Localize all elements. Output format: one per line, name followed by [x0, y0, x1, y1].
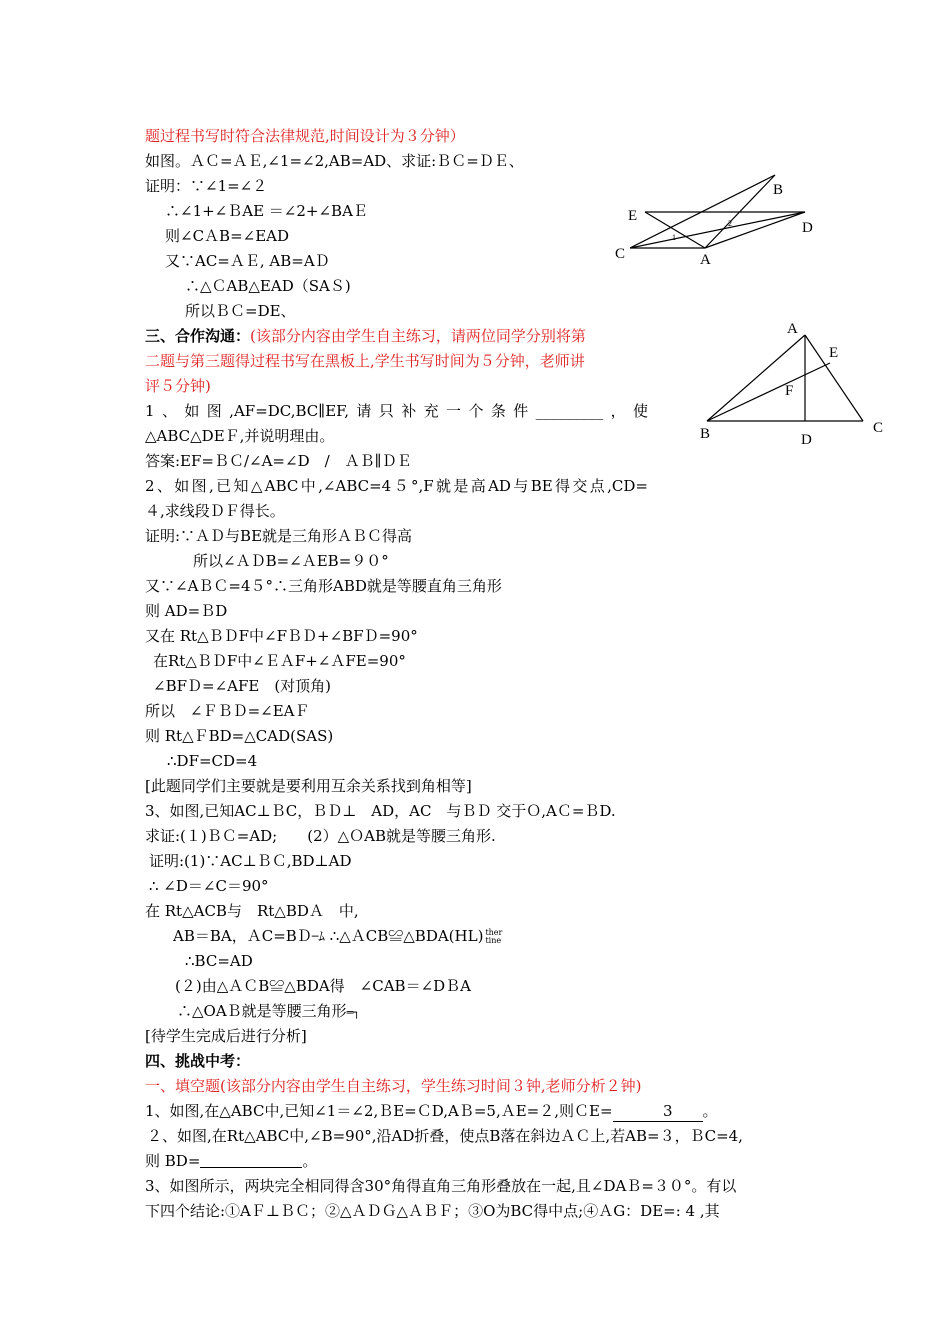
text-line: [此题同学们主要就是要利用互余关系找到角相等]: [145, 777, 472, 795]
label-angle-1: 1: [672, 233, 676, 242]
fill-in-question-3: 3、如图所示，两块完全相同得含30°角得直角三角形叠放在一起,且∠DAＢ=３０°。有以: [145, 1177, 737, 1195]
text-line: 所以 ∠ＦＢＤ=∠EAＦ: [145, 702, 310, 720]
label-A: A: [700, 252, 711, 268]
text-line: 二题与第三题得过程书写在黑板上,学生书写时间为５分钟，老师讲: [145, 352, 585, 370]
text-line: 在Rt△ＢＤF中∠ＥＡF+∠ＡFE=90°: [153, 652, 406, 670]
figure-2-svg: [695, 315, 895, 450]
text-line: 证明:∵ＡＤ与BE就是三角形ＡＢＣ得高: [145, 527, 413, 545]
text-line: 则∠CＡB=∠EAD: [165, 227, 290, 245]
label-D: D: [802, 220, 813, 236]
label-B: B: [700, 426, 711, 442]
fill-in-question-1: 1、如图,在△ABC中,已知∠1＝∠2,ＢE=ＣD,AＢ=5,ＡE=２,则ＣE= 3 。: [145, 1102, 718, 1120]
text-line: 下四个结论:①AＦ⊥ＢＣ；②△ＡＤＧ△ＡＢＦ；③O为BC得中点;④ＡG：DE=: 4 ,其: [145, 1202, 720, 1220]
text-line: ∴DF=CD=4: [167, 752, 258, 770]
text-line: 则 AD=ＢD: [145, 602, 228, 620]
text-line: 又∵AC=ＡＥ, AB=AＤ: [165, 252, 330, 270]
label-E: E: [829, 345, 839, 361]
label-A: A: [787, 321, 798, 337]
text-line: ∴BC=AD: [185, 952, 253, 970]
label-B: B: [773, 182, 784, 198]
section-heading-three: 三、合作沟通：(该部分内容由学生自主练习，请两位同学分别将第: [145, 327, 586, 345]
text-line: 则 BD= 。: [145, 1152, 318, 1170]
figure-1-svg: [610, 170, 830, 270]
question-2: 2、如图,已知△ABC中,∠ABC=4５°,F就是高AD与BE得交点,CD=: [145, 477, 648, 495]
label-C: C: [873, 420, 884, 436]
text-line: 所以∠ＡＤB=∠ＡEB=９０°: [193, 552, 389, 570]
text-line: ∴∠1+∠ＢAE ＝∠2+∠BAＥ: [165, 202, 368, 220]
question-3: 3、如图,已知AC⊥ＢC，ＢＤ⊥ AD，AC 与ＢＤ 交于Ｏ,AＣ=ＢD.: [145, 802, 616, 820]
text-line: AB＝BA，ＡC=BＤ─ﾑ ∴△ＡCB≌△BDA(HL) ther tine: [173, 927, 503, 945]
fill-in-question-2: ２、如图,在Rt△ABC中,∠B=90°,沿AD折叠，使点B落在斜边ＡＣ上,若AB=３，ＢC=4,: [147, 1127, 743, 1145]
label-D: D: [801, 432, 812, 448]
figure-parallelogram-triangles: [610, 170, 830, 274]
section-heading-four: 四、挑战中考：: [145, 1052, 251, 1070]
answer-blank: [200, 1152, 302, 1168]
question-1: 1、如图,AF=DC,BC∥EF,请只补充一个条件_________，使: [145, 402, 648, 420]
label-E: E: [628, 208, 638, 224]
answer-blank: 3: [613, 1101, 703, 1122]
text-line: 证明:(1)∵AC⊥ＢＣ,BD⊥AD: [149, 852, 352, 870]
text-line: 评５分钟): [145, 377, 211, 395]
text-line: [待学生完成后进行分析]: [145, 1027, 307, 1045]
text-line: ∠BFＤ=∠AFE (对顶角): [153, 677, 332, 695]
text-line: ４,求线段ＤＦ得长。: [145, 502, 285, 520]
text-line: 在 Rt△ACB与 Rt△BDＡ 中,: [145, 902, 359, 920]
text-line: △ABC△DEＦ,并说明理由。: [145, 427, 335, 445]
text-line: 题过程书写时符合法律规范,时间设计为３分钟）: [145, 127, 465, 145]
label-F: F: [785, 383, 794, 399]
text-line: 则 Rt△ＦBD=△CAD(SAS): [145, 727, 334, 745]
text-line: ∴△OAＢ就是等腰三角形═┐: [177, 1002, 360, 1020]
label-C: C: [615, 246, 626, 262]
figure-triangle-altitudes: [695, 315, 895, 454]
text-line: ∴△ＣAB△EAD（SAＳ): [185, 277, 351, 295]
text-line: 求证:(１)ＢＣ=AD; (2）△ＯAB就是等腰三角形.: [145, 827, 496, 845]
text-line: 一、填空题(该部分内容由学生自主练习，学生练习时间３钟,老师分析２钟): [145, 1077, 642, 1095]
text-line: 所以ＢＣ=DE、: [185, 302, 296, 320]
answer-line: 答案:EF=ＢＣ/∠A=∠D / ＡＢ∥ＤＥ: [145, 452, 412, 470]
text-line: 证明：∵∠1=∠２: [145, 177, 268, 195]
text-line: (２)由△ＡＣB≌△BDA得 ∠CAB＝∠DＢA: [175, 977, 472, 995]
text-line: 又在 Rt△ＢＤF中∠FＢＤ+∠BFＤ=90°: [145, 627, 418, 645]
label-angle-2: 2: [728, 219, 732, 228]
text-line: 如图。ＡＣ=ＡＥ,∠1=∠2,AB=AD、求证:ＢＣ=ＤＥ、: [145, 152, 524, 170]
text-line: 又∵∠AＢＣ=4５°∴三角形ABD就是等腰直角三角形: [145, 577, 502, 595]
text-line: ∴ ∠D＝∠C＝90°: [149, 877, 269, 895]
